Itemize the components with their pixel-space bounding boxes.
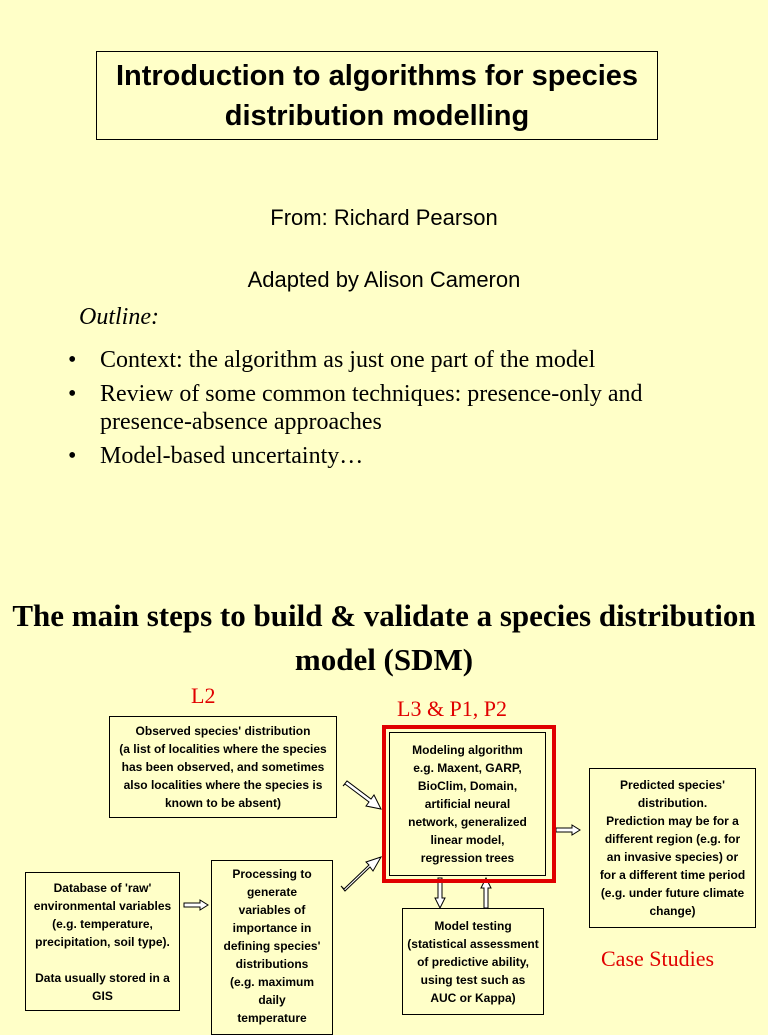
box-processing-text: Processing to generate variables of importance in defining species' distributions (e.g. maximum daily temperature xyxy=(223,867,321,1025)
box-predicted-distribution xyxy=(589,768,756,928)
outline-item-text: Context: the algorithm as just one part of the model xyxy=(100,347,596,373)
label-l2: L2 xyxy=(191,683,216,708)
box-model-testing xyxy=(402,908,544,1015)
bullet-icon: • xyxy=(68,347,77,373)
box-testing-text: Model testing (statistical assessment of predictive ability, using test such as AUC or Kappa) xyxy=(407,918,539,1005)
label-case-studies: Case Studies xyxy=(601,946,715,971)
outline-item-text: Model-based uncertainty… xyxy=(100,443,364,469)
box-environmental-database xyxy=(25,872,180,1011)
adapted-line: Adapted by Alison Cameron xyxy=(247,267,521,292)
arrow-modeling-to-predicted xyxy=(556,825,580,835)
box-database-text: Database of 'raw' environmental variables (e.g. temperature, precipitation, soil type). Data usually stored in a GIS xyxy=(33,880,172,1003)
label-l3-p1-p2: L3 & P1, P2 xyxy=(397,696,508,721)
section-heading: The main steps to build & validate a species distribution model (SDM) xyxy=(12,598,756,677)
from-line: From: Richard Pearson xyxy=(270,205,498,230)
box-predicted-text: Predicted species' distribution. Prediction may be for a different region (e.g. for an invasive species) or for a different time period (e.g. under future climate change) xyxy=(599,778,746,918)
arrow-observed-to-modeling xyxy=(343,781,381,809)
arrow-database-to-processing xyxy=(184,900,208,910)
outline-label: Outline: xyxy=(79,304,159,330)
bullet-icon: • xyxy=(68,443,77,469)
bullet-icon: • xyxy=(68,381,77,407)
highlight-frame xyxy=(382,725,556,883)
outline-item-text: Review of some common techniques: presence-only and presence-absence approaches xyxy=(100,381,643,435)
box-observed-text: Observed species' distribution (a list of localities where the species has been observed, and sometimes also localities where the species is known to be absent) xyxy=(119,724,327,810)
slide-title: Introduction to algorithms for species distribution modelling xyxy=(115,59,639,132)
box-observed-distribution xyxy=(109,716,337,818)
box-processing xyxy=(211,860,333,1035)
arrow-processing-to-modeling xyxy=(341,857,381,891)
box-modeling-text: Modeling algorithm e.g. Maxent, GARP, BioClim, Domain, artificial neural network, generalized linear model, regression trees xyxy=(408,743,527,865)
